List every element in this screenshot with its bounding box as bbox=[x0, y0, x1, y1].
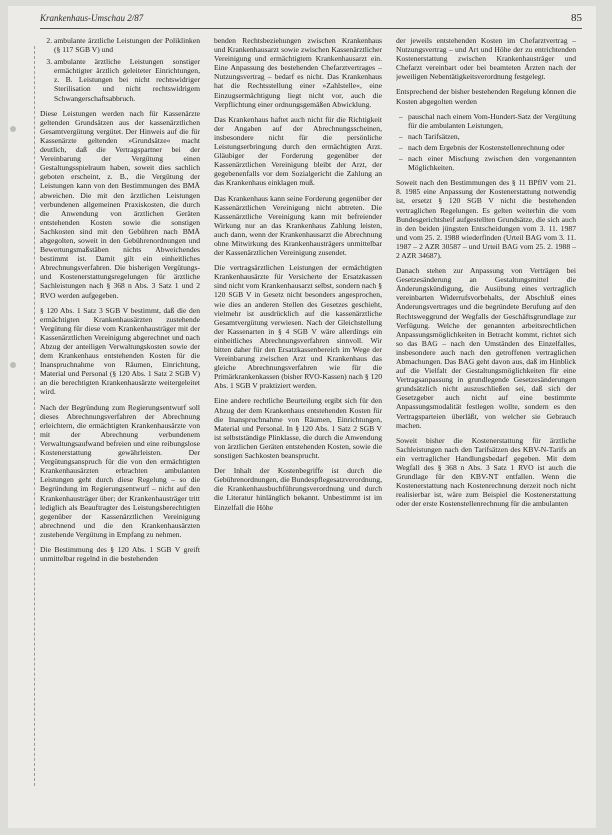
paragraph: Nach der Begründung zum Regierungsentwurf soll dieses Abrechnungsverfahren der Abrechnung erleichtern, die ermächtigten Krankenhausärzte von mit der Abrechnung verbundenem Verwaltungsaufwand befreien und eine reibungslose Kostenerstattung gewährleisten. Der Vergütungsanspruch für die von den ermächtigten Krankenhausärzten erbrachten ambulanten Leistungen geht durch diese Regelung – so die Begründung im Regierungsentwurf – nicht auf den Krankenhausträger über; der Krankenhausträger tritt lediglich als Beauftragter des Leistungsberechtigten gegenüber der Kassenärztlichen Vereinigung abrechnend und die den Krankenhausärzten zustehende Vergütung in Empfang zu nehmen. bbox=[40, 402, 200, 539]
numbered-list bbox=[40, 36, 200, 103]
paragraph: benden Rechtsbeziehungen zwischen Krankenhaus und Krankenhausarzt sowie zwischen Kassenärztlicher Vereinigung und ermächtigtem Krankenhausarzt ein. Eine Anpassung des bestehenden Chefarztvertrages – Nutzungsvertrag – bedarf es nicht. Das Krankenhaus hat die Rechtsstellung einer »Zahlstelle«, eine Einzugsermächtigung liegt nicht vor, auch die Verpflichtung einer ordnungsgemäßen Abwicklung. bbox=[214, 36, 382, 109]
paragraph: Der Inhalt der Kostenbegriffe ist durch die Gebührenordnungen, die Bundespflegesatzverordnung, die Krankenhausbuchführungsverordnung und durch die Literatur hinlänglich bekannt. Unbestimmt ist im Einzelfall die Höhe bbox=[214, 466, 382, 512]
paragraph: § 120 Abs. 1 Satz 3 SGB V bestimmt, daß die den ermächtigten Krankenhausärzten zustehende Vergütung für diese vom Krankenhausträger mit der Kassenärztlichen Vereinigung abgerechnet und nach Abzug der anteiligen Verwaltungskosten sowie der dem Krankenhaus entstehenden Kosten für die Inanspruchnahme von Räumen, Einrichtung, Material und Personal (§ 120 Abs. 1 Satz 2 SGB V) an die berechtigten Krankenhausärzte weitergeleitet wird. bbox=[40, 305, 200, 397]
paragraph: Danach stehen zur Anpassung von Verträgen bei Gesetzesänderung an Gestaltungsmittel die Änderungskündigung, die Ausübung eines vertraglich vereinbarten Widerrufsvorbehalts, der Abschluß eines Änderungsvertrages und die begründete Berufung auf den Rechtsweggrund der Wegfalls der Geschäftsgrundlage zur Verfügung. Welche der genannten arbeitsrechtlichen Anpassungsmöglichkeiten in Betracht kommt, richtet sich so das BAG – nach den Umständen des Einzelfalles, insbesondere auch nach den getroffenen vertraglichen Abmachungen. Das BAG geht davon aus, daß im Hinblick auf die Vielfalt der Gestaltungsmöglichkeiten für eine Vertragsanpassung in grundlegende Gesetzesänderungen grundsätzlich nicht auszuschließen sei, daß sich der Gesetzgeber auch nicht auf eine bestimmte Anpassungsmodalität festlegen wollte, sondern es den Vertragsparteien überläßt, von welcher sie Gebrauch machen. bbox=[396, 266, 576, 430]
journal-title: Krankenhaus-Umschau 2/87 bbox=[40, 13, 144, 23]
paragraph: Die Bestimmung des § 120 Abs. 1 SGB V greift unmittelbar regelnd in die bestehenden bbox=[40, 544, 200, 564]
margin-mark bbox=[34, 46, 36, 786]
list-item: 3. ambulante ärztliche Leistungen sonstiger ermächtigter ärztlich geleiteter Einrichtungen, z. B. Leistungen bei nicht rechtswidriger Sterilisation und nicht rechtswidrigem Schwangerschaftsabbruch. bbox=[54, 57, 200, 102]
paragraph: der jeweils entstehenden Kosten im Chefarztvertrag – Nutzungsvertrag – und Art und Höhe der zu entrichtenden Kostenerstattung zwischen Krankenhausträger und Chefarzt vereinbart oder bei beamteten Ärzten nach der jeweiligen Nebentätigkeitsverordnung festgelegt. bbox=[396, 36, 576, 82]
list-item: – nach einer Mischung zwischen den vorgenannten Möglichkeiten. bbox=[408, 154, 576, 172]
punch-hole bbox=[10, 362, 16, 368]
list-item: 2. ambulante ärztliche Leistungen der Poliklinken (§ 117 SGB V) und bbox=[54, 36, 200, 54]
paragraph: Die vertragsärztlichen Leistungen der ermächtigten Krankenhausärzte für Versicherte der Ersatzkassen sind nicht vom Krankenhausarzt selbst, sondern nach § 120 SGB V in Gesetz nicht besonders angesprochen, wie dies an anderen Stellen des Gesetzes geschieht, vielmehr ist ausdrücklich auf die kassenärztliche Gesamtvergütung verwiesen. Nach der Gleichstellung der Kassenarten in § 4 SGB V wäre allerdings ein einheitliches Abrechnungsverfahren sinnvoll. Wir bitten daher für den Ersatzkassenbereich im Wege der Vereinbarung zwischen Arzt und Krankenhaus das gleiche Abrechnungsverfahren wie für die Primärkrankenkassen (bisher RVO-Kassen) nach § 120 Abs. 1 SGB V praktiziert werden. bbox=[214, 263, 382, 391]
paragraph: Soweit bisher die Kostenerstattung für ärztliche Sachleistungen nach den Tarifsätzen des KBV-N-Tarifs an ein vertraglicher Handlungsbedarf gegeben. Mit dem Wegfall des § 368 n Abs. 3 Satz 1 RVO ist auch die Grundlage für den KBV-NT entfallen. Wenn die Kostenerstattung nach Kostenrechnung derzeit noch nicht realisierbar ist, wäre zum Beispiel die Kostenerstattung oder der erste Kostenstellenrechnung für die ambulanten bbox=[396, 435, 576, 509]
paragraph: Das Krankenhaus haftet auch nicht für die Richtigkeit der Angaben auf der Abrechnungsscheinen, insbesondere nicht für die persönliche Leistungserbringung durch den ermächtigten Arzt. Gläubiger der Forderung gegenüber der Kassenärztlichen Vereinigung bleibt der Arzt, der gegebenenfalls vor dem Sozialgericht die Zahlung an das Krankenhaus einklagen muß. bbox=[214, 114, 382, 188]
paragraph: Das Krankenhaus kann seine Forderung gegenüber der Kassenärztlichen Vereinigung nicht abtreten. Die Kassenärztliche Vereinigung kann mit befreiender Wirkung nur an das Krankenhaus Zahlung leisten, auch dann, wenn der Krankenhausarzt die Abrechnung ohne Mitwirkung des Krankenhausträgers unmittelbar der Kassenärztlichen Vereinigung zusendet. bbox=[214, 193, 382, 258]
list-item: – nach dem Ergebnis der Kostenstellenrechnung oder bbox=[408, 143, 576, 152]
running-header bbox=[40, 10, 582, 29]
list-item: – pauschal nach einem Vom-Hundert-Satz der Vergütung für die ambulanten Leistungen, bbox=[408, 112, 576, 130]
dash-list bbox=[396, 112, 576, 173]
punch-hole bbox=[10, 126, 16, 132]
paragraph: Entsprechend der bisher bestehenden Regelung können die Kosten abgegolten werden bbox=[396, 87, 576, 106]
page-number: 85 bbox=[571, 12, 582, 24]
punch-holes bbox=[10, 126, 20, 598]
text-column-3 bbox=[396, 36, 576, 818]
paragraph: Eine andere rechtliche Beurteilung ergibt sich für den Abzug der dem Krankenhaus entstehenden Kosten für die Inanspruchnahme von Räumen, Einrichtungen, Material und Personal. In § 120 Abs. 1 Satz 2 SGB V ist selbstständige Plinklasse, die durch die Anwendung von ärztlichen Geräten entstehenden Kosten, sowie die sonstigen Sachkosten beansprucht. bbox=[214, 396, 382, 461]
text-column-1 bbox=[40, 36, 200, 818]
document-page bbox=[8, 6, 596, 828]
text-column-2 bbox=[214, 36, 382, 818]
paragraph: Diese Leistungen werden nach für Kassenärzte geltenden Grundsätzen aus der kassenärztlichen Gesamtvergütung vergütet. Der Hinweis auf die für Kassenärzte geltenden »Grundsätze« macht deutlich, daß die Vertragspartner bei der Vereinbarung der Vergütung einen Gestaltungsspielraum haben, soweit dies sachlich geboten erscheint, z. B., die Vergütung der Leistungen kann von den Bestimmungen des BMÄ abweichen. Die mit den ärztlichen Leistungen verbundenen allgemeinen Praxiskosten, die durch die Anwendung von ärztlichen Geräten entstehenden Kosten sowie die sonstigen Sachkosten sind mit den Gebühren nach BMÄ abgegolten, soweit in den Gebührenordnungen und Bewertungsmaßstäben nichts Abweichendes bestimmt ist. Damit gilt ein einheitliches Abrechnungsverfahren. Die bisherigen Vergütungs- und Kostenerstattungsregelungen für ärztliche Sachleistungen nach § 368 n Abs. 3 Satz 1 und 2 RVO werden aufgegeben. bbox=[40, 108, 200, 300]
list-item: – nach Tarifsätzen, bbox=[408, 132, 576, 141]
paragraph: Soweit nach den Bestimmungen des § 11 BPflV vom 21. 8. 1985 eine Anpassung der Kostenerstattung notwendig ist, ersetzt § 120 SGB V nicht die bestehenden vertraglichen Regelungen. Es gelten weiterhin die vom Bundesgerichtsheif aufgestellten Grundsätze, die sich auch in den beiden jüngsten Entscheidungen vom 3. 11. 1987 und vom 25. 2. 1988 wiederfinden (Urteil BAG vom 3. 11. 1987 – 2 AZR 30587 – und Urteil BAG vom 25. 2. 1988 – 2 AZR 34687). bbox=[396, 178, 576, 260]
